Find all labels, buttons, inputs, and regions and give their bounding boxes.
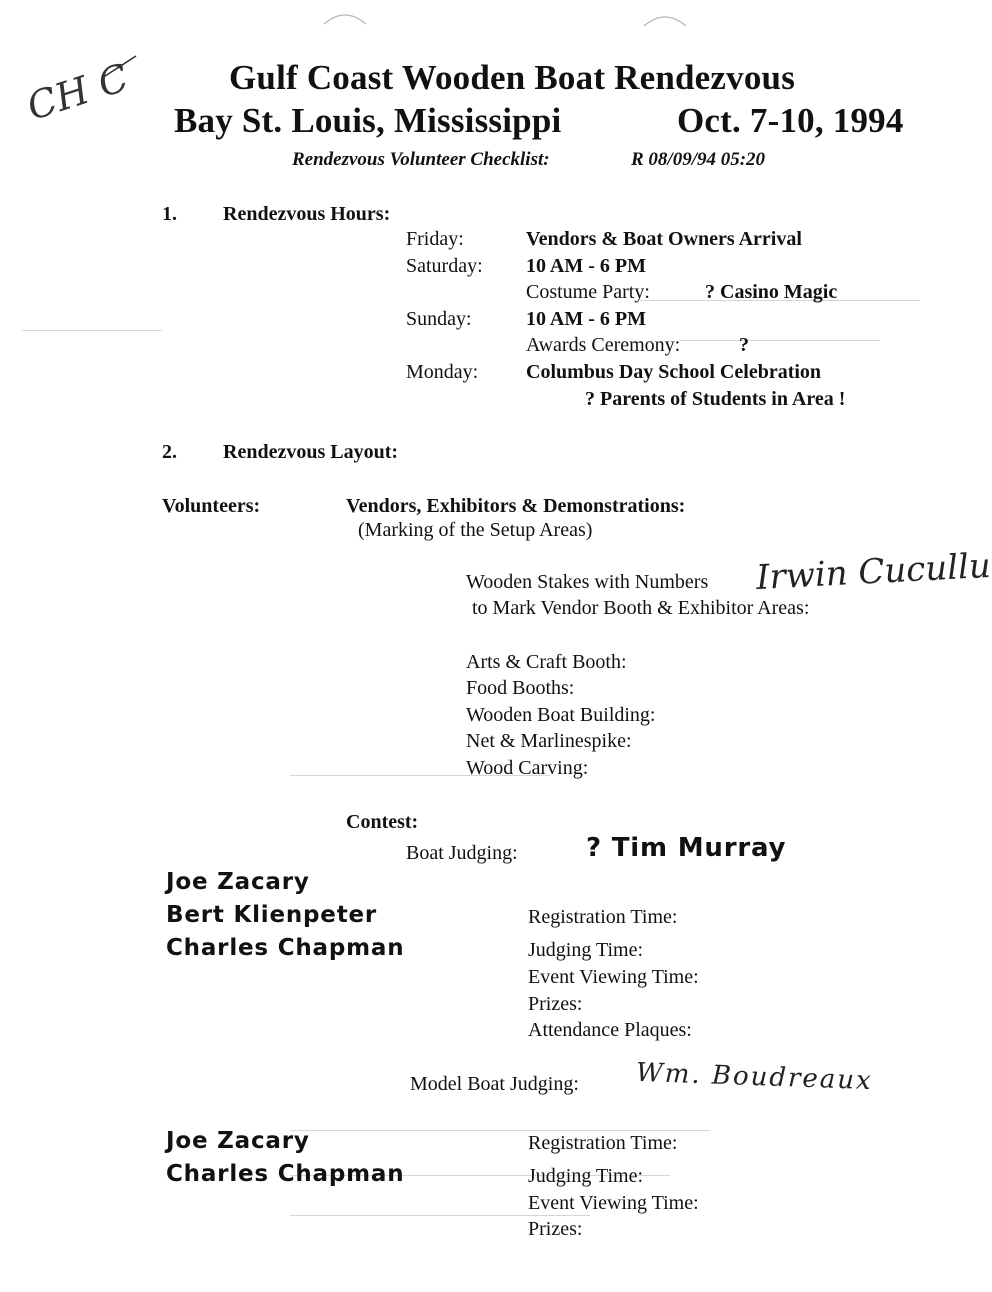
monday-note: ? Parents of Students in Area ! (585, 388, 846, 410)
volunteers-label: Volunteers: (162, 495, 261, 517)
boat-judging-value: ? Tim Murray (586, 833, 787, 863)
awards-ceremony-value: ? (739, 334, 749, 356)
monday-label: Monday: (406, 361, 479, 383)
handwritten-initials: CH C (21, 55, 134, 129)
friday-schedule: Vendors & Boat Owners Arrival (526, 228, 802, 250)
pen-check-mark (100, 52, 140, 82)
sunday-label: Sunday: (406, 308, 472, 330)
model-boat-judge-handwritten: Wm. Boudreaux (635, 1057, 874, 1097)
vendors-heading: Vendors, Exhibitors & Demonstrations: (346, 495, 686, 517)
area-food-booths: Food Booths: (466, 677, 575, 699)
title-place: Bay St. Louis, Mississippi (174, 101, 562, 140)
costume-party-value: ? Casino Magic (705, 281, 838, 303)
model-judge-2: Charles Chapman (166, 1161, 405, 1187)
monday-schedule: Columbus Day School Celebration (526, 361, 822, 383)
model-boat-judging-label: Model Boat Judging: (410, 1073, 579, 1095)
model-event-viewing-time: Event Viewing Time: (528, 1192, 699, 1214)
boat-judging-label: Boat Judging: (406, 842, 518, 864)
vendors-subheading: (Marking of the Setup Areas) (358, 519, 593, 541)
model-registration-time: Registration Time: (528, 1132, 678, 1154)
section-2-number: 2. (162, 441, 177, 463)
stakes-volunteer-signature: Irwin Cucullu (755, 545, 992, 599)
revision-stamp: R 08/09/94 05:20 (631, 149, 766, 170)
friday-label: Friday: (406, 228, 464, 250)
area-boat-building: Wooden Boat Building: (466, 704, 656, 726)
punch-mark-left (320, 8, 370, 28)
section-2-heading: Rendezvous Layout: (223, 441, 399, 463)
contest-heading: Contest: (346, 811, 419, 833)
model-prizes: Prizes: (528, 1218, 583, 1240)
boat-judge-1: Joe Zacary (166, 869, 310, 895)
section-1-number: 1. (162, 203, 177, 225)
sunday-hours: 10 AM - 6 PM (526, 308, 646, 330)
checklist-label: Rendezvous Volunteer Checklist: (292, 149, 550, 170)
area-net-marlinespike: Net & Marlinespike: (466, 730, 632, 752)
boat-registration-time: Registration Time: (528, 906, 678, 928)
title-dates: Oct. 7-10, 1994 (677, 101, 904, 140)
boat-prizes: Prizes: (528, 993, 583, 1015)
stakes-line-2: to Mark Vendor Booth & Exhibitor Areas: (472, 597, 810, 619)
area-arts-craft: Arts & Craft Booth: (466, 651, 627, 673)
boat-judge-2: Bert Klienpeter (166, 902, 378, 928)
awards-ceremony-label: Awards Ceremony: (526, 334, 681, 356)
stakes-line-1: Wooden Stakes with Numbers (466, 571, 709, 593)
model-judge-1: Joe Zacary (166, 1128, 310, 1154)
boat-judge-3: Charles Chapman (166, 935, 405, 961)
section-1-heading: Rendezvous Hours: (223, 203, 391, 225)
punch-mark-right (640, 10, 690, 30)
page-title: Gulf Coast Wooden Boat Rendezvous (229, 58, 796, 97)
costume-party-label: Costume Party: (526, 281, 650, 303)
area-wood-carving: Wood Carving: (466, 757, 589, 779)
boat-judging-time: Judging Time: (528, 939, 644, 961)
boat-attendance-plaques: Attendance Plaques: (528, 1019, 692, 1041)
saturday-label: Saturday: (406, 255, 483, 277)
model-judging-time: Judging Time: (528, 1165, 644, 1187)
boat-event-viewing-time: Event Viewing Time: (528, 966, 699, 988)
saturday-hours: 10 AM - 6 PM (526, 255, 646, 277)
